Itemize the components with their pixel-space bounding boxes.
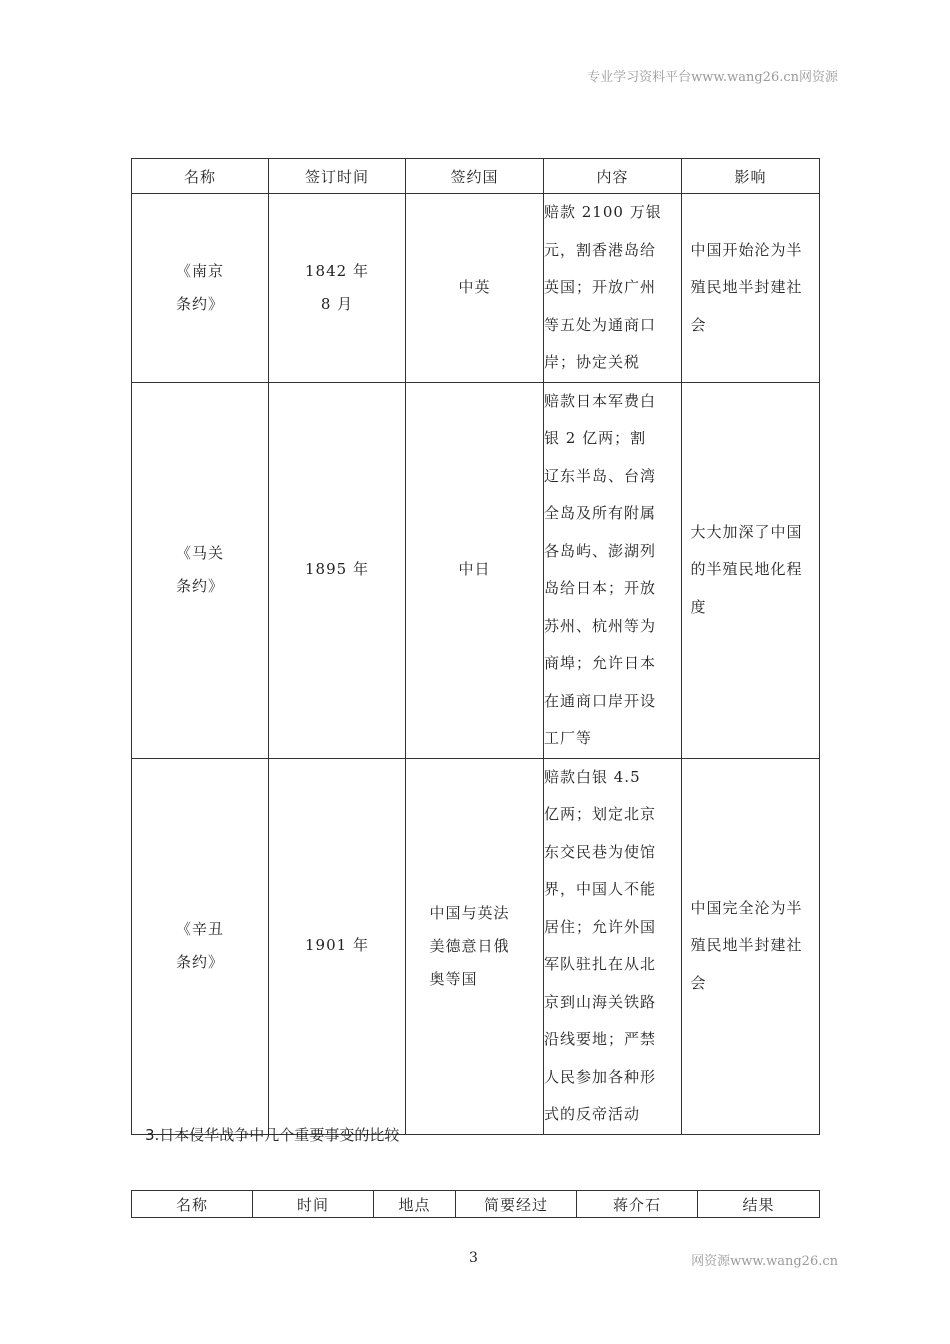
treaty-content-cell: [544, 758, 682, 1134]
table-row: [132, 758, 820, 1134]
treaty-name-line1: 《马关: [175, 544, 224, 562]
treaty-time-cell: 1895 年: [269, 382, 406, 758]
treaty-table-header-row: [132, 159, 820, 194]
column-header-content: 内容: [544, 159, 682, 194]
treaty-content-text: 赔款日本军费白银 2 亿两；割辽东半岛、台湾全岛及所有附属各岛屿、澎湖列岛给日本；开放苏州、杭州等为商埠；允许日本在通商口岸开设工厂等: [544, 391, 657, 747]
section-title: 3.日本侵华战争中几个重要事变的比较: [145, 1126, 400, 1144]
header-watermark: 专业学习资料平台www.wang26.cn网资源: [587, 70, 838, 85]
column-header-name: 名称: [132, 159, 269, 194]
treaty-content-text: 赔款 2100 万银元，割香港岛给英国；开放广州等五处为通商口岸；协定关税: [544, 203, 662, 371]
treaty-impact-cell: [682, 758, 820, 1134]
treaty-countries-cell: [406, 758, 544, 1134]
treaty-time-line1: 1842 年: [305, 261, 369, 280]
treaty-name-cell: [132, 758, 269, 1134]
treaty-name-cell: [132, 382, 269, 758]
treaty-countries-cell: 中英: [406, 194, 544, 383]
treaty-countries-cell: 中日: [406, 382, 544, 758]
treaty-name-line2: 条约》: [175, 577, 224, 595]
treaty-name-line2: 条约》: [175, 294, 224, 313]
treaty-content-cell: [544, 382, 682, 758]
treaty-name-line2: 条约》: [175, 953, 224, 971]
column-header-result: 结果: [698, 1191, 820, 1218]
table-row: [132, 382, 820, 758]
column-header-countries: 签约国: [406, 159, 544, 194]
footer-watermark: 网资源www.wang26.cn: [691, 1254, 838, 1269]
treaty-time-cell: [269, 194, 406, 383]
treaty-content-cell: [544, 194, 682, 383]
column-header-time: 时间: [253, 1191, 374, 1218]
event-table: [131, 1190, 820, 1218]
treaty-impact-cell: [682, 194, 820, 383]
treaty-impact-text: 中国开始沦为半殖民地半封建社会: [690, 240, 803, 334]
column-header-location: 地点: [374, 1191, 456, 1218]
treaty-impact-text: 中国完全沦为半殖民地半封建社会: [690, 898, 803, 992]
treaty-name-cell: [132, 194, 269, 383]
treaty-table: [131, 158, 820, 1135]
treaty-impact-cell: [682, 382, 820, 758]
treaty-time-line2: 8 月: [320, 294, 354, 313]
column-header-time: 签订时间: [269, 159, 406, 194]
column-header-summary: 简要经过: [456, 1191, 577, 1218]
treaty-name-line1: 《辛丑: [175, 920, 224, 938]
table-row: [132, 194, 820, 383]
treaty-countries-text: 中国与英法美德意日俄奥等国: [429, 903, 510, 988]
treaty-name-line1: 《南京: [175, 261, 224, 280]
treaty-time-cell: 1901 年: [269, 758, 406, 1134]
event-table-header-row: [132, 1191, 820, 1218]
treaty-impact-text: 大大加深了中国的半殖民地化程度: [690, 522, 803, 616]
treaty-content-text: 赔款白银 4.5 亿两；划定北京东交民巷为使馆界，中国人不能居住；允许外国军队驻扎在从北京到山海关铁路沿线要地；严禁人民参加各种形式的反帝活动: [544, 767, 657, 1123]
column-header-name: 名称: [132, 1191, 253, 1218]
column-header-chiang-kai-shek: 蒋介石: [577, 1191, 698, 1218]
page-number: 3: [469, 1250, 478, 1266]
column-header-impact: 影响: [682, 159, 820, 194]
